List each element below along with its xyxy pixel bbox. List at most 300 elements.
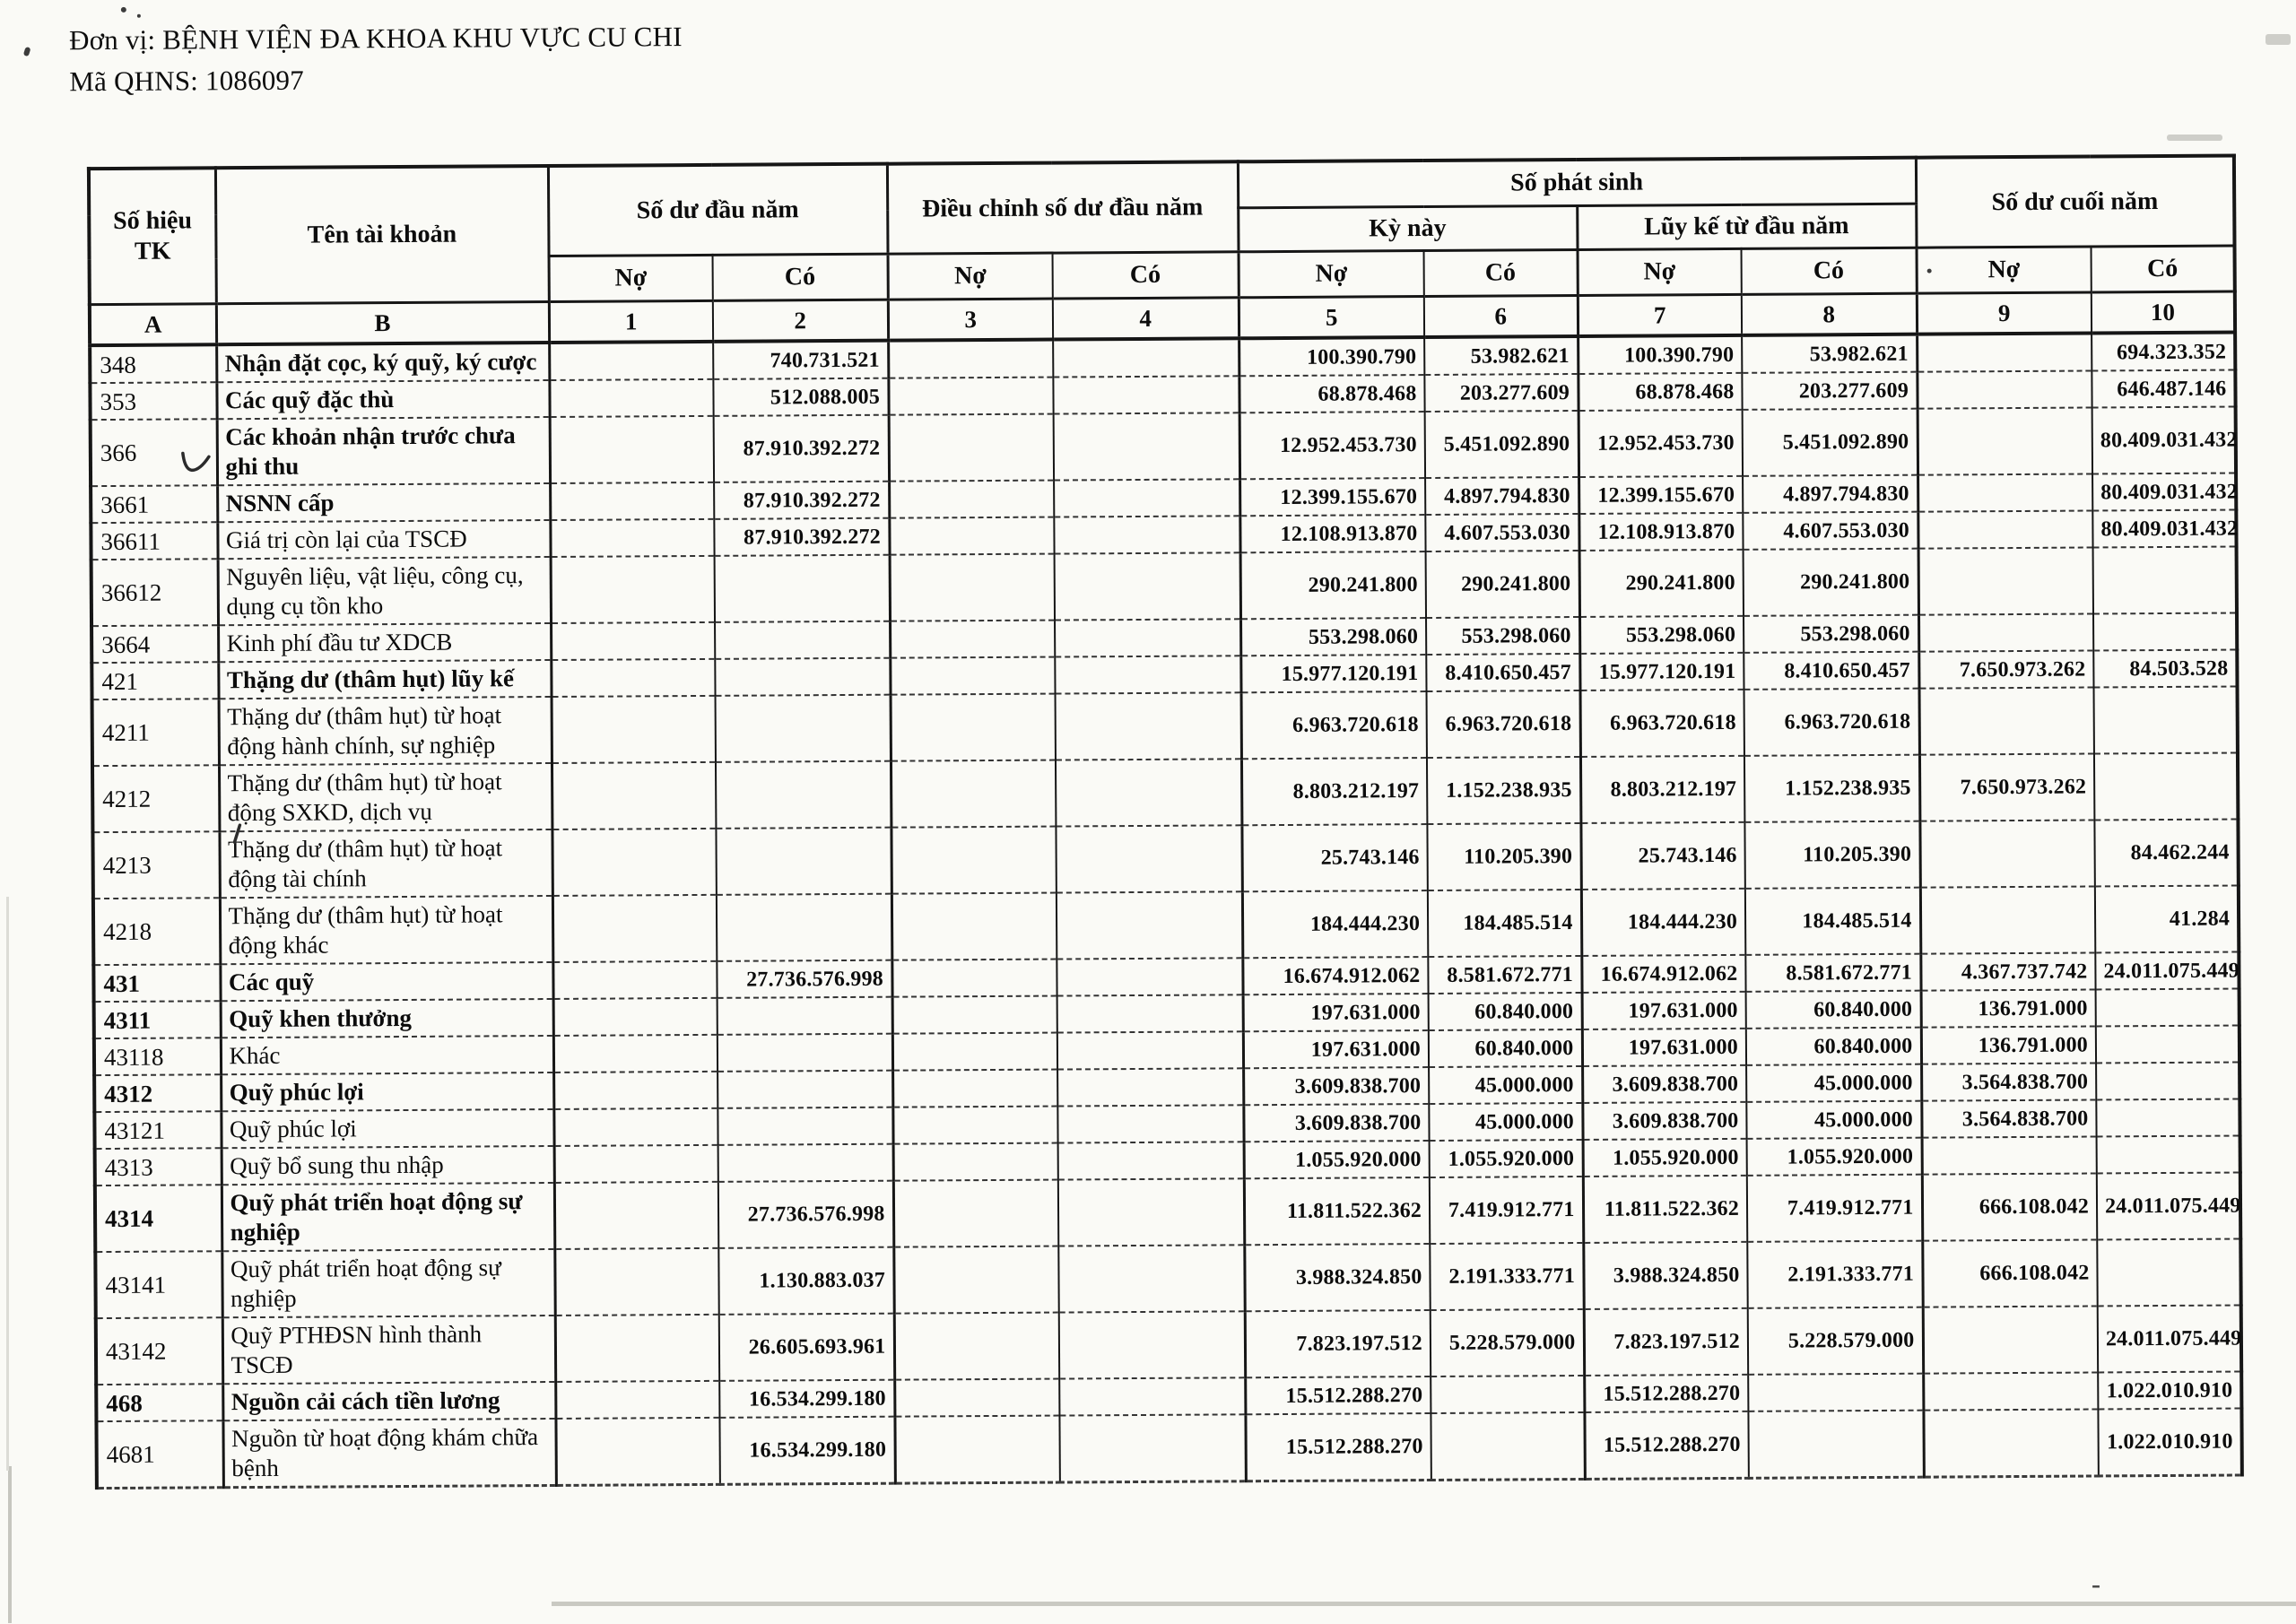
value-cell-col-4 [1058,1142,1244,1179]
value-cell-col-10: 41.284 [2095,886,2239,953]
header-arising: Số phát sinh [1238,158,1916,208]
value-cell-col-9 [1919,820,2094,887]
account-number-cell: 4681 [96,1420,222,1488]
value-cell-col-1 [550,416,714,483]
account-name-cell: Nguyên liệu, vật liệu, công cụ, dụng cụ tồn kho [218,557,551,625]
value-cell-col-10 [2096,1099,2239,1136]
value-cell-col-1 [549,379,713,417]
value-cell-col-7: 3.609.838.700 [1582,1102,1746,1140]
value-cell-col-3 [890,657,1055,695]
value-cell-col-3 [889,517,1054,555]
account-name-cell: Quỹ bổ sung thu nhập [222,1146,554,1185]
value-cell-col-4 [1057,1105,1243,1142]
account-name-cell: Nguồn cải cách tiền lương [222,1382,555,1420]
value-cell-col-6: 1.055.920.000 [1430,1140,1583,1177]
index-col-a: A [90,304,216,345]
value-cell-col-4 [1053,376,1239,413]
account-number-cell: 421 [91,662,218,699]
account-number-cell: 366 [91,419,217,486]
value-cell-col-9 [1918,613,2093,651]
index-col-8: 8 [1742,293,1917,335]
account-name-cell: Các khoản nhận trước chưa ghi thu [217,417,550,485]
value-cell-col-1 [554,1182,718,1249]
value-cell-col-10: 80.409.031.432 [2092,407,2236,474]
value-cell-col-2: 1.130.883.037 [718,1247,893,1315]
value-cell-col-7: 12.108.913.870 [1578,513,1743,551]
account-number-cell: 36612 [91,559,218,626]
value-cell-col-9: 3.564.838.700 [1921,1063,2096,1100]
value-cell-col-6: 8.410.650.457 [1426,654,1579,691]
value-cell-col-1 [552,696,716,763]
value-cell-col-7: 290.241.800 [1579,550,1744,617]
value-cell-col-2: 87.910.392.272 [714,518,889,556]
value-cell-col-7: 8.803.212.197 [1580,756,1744,823]
value-cell-col-3 [894,1379,1059,1417]
value-cell-col-3 [891,827,1056,894]
value-cell-col-9: 7.650.973.262 [1918,650,2093,688]
value-cell-col-1 [555,1315,719,1382]
value-cell-col-5: 68.878.468 [1239,375,1424,413]
value-cell-col-2 [716,761,891,829]
header-adjustment: Điều chỉnh số dư đầu năm [887,161,1239,254]
value-cell-col-4 [1057,1068,1243,1106]
account-number-cell: 43121 [94,1111,221,1149]
value-cell-col-9 [1917,370,2092,408]
value-cell-col-4 [1056,825,1241,892]
value-cell-col-1 [554,1248,718,1316]
value-cell-col-10 [2096,1062,2239,1099]
value-cell-col-9: 136.791.000 [1921,989,2096,1027]
account-number-cell: 348 [90,344,216,383]
header-account-name: Tên tài khoản [215,166,549,304]
ink-speck [23,47,31,56]
value-cell-col-9 [1923,1409,2098,1477]
value-cell-col-6: 1.152.238.935 [1427,757,1580,824]
value-cell-col-2 [715,621,890,659]
account-name-cell: Quỹ phúc lợi [221,1073,553,1111]
value-cell-col-9 [1918,473,2092,511]
value-cell-col-7: 7.823.197.512 [1584,1308,1748,1376]
value-cell-col-4 [1059,1311,1245,1378]
value-cell-col-8: 184.485.514 [1745,888,1920,955]
value-cell-col-1 [552,829,716,896]
header-debit-3: Nợ [1239,251,1424,298]
value-cell-col-2: 87.910.392.272 [714,482,889,519]
header-opening-balance: Số dư đầu năm [548,164,888,256]
value-cell-col-1 [553,1072,718,1109]
value-cell-col-8: 7.419.912.771 [1747,1175,1922,1242]
value-cell-col-5: 197.631.000 [1243,994,1429,1031]
value-cell-col-10: 80.409.031.432 [2092,473,2236,511]
value-cell-col-1 [551,622,715,660]
header-credit-2: Có [1053,252,1239,299]
value-cell-col-1 [552,762,716,829]
value-cell-col-6: 2.191.333.771 [1430,1243,1583,1310]
value-cell-col-5: 12.952.453.730 [1239,412,1425,479]
ink-speck [121,7,126,13]
value-cell-col-2 [715,555,890,622]
index-col-4: 4 [1053,298,1239,340]
value-cell-col-10: 24.011.075.449 [2095,952,2239,990]
value-cell-col-6: 45.000.000 [1429,1103,1582,1141]
value-cell-col-5: 100.390.790 [1239,337,1424,376]
header-debit-5: Nợ [1917,247,2092,293]
value-cell-col-3 [892,1070,1057,1107]
value-cell-col-4 [1055,656,1240,693]
account-name-cell: Các quỹ [220,962,552,1001]
value-cell-col-4 [1055,552,1240,620]
index-col-2: 2 [713,300,888,342]
value-cell-col-5: 15.512.288.270 [1245,1376,1431,1414]
value-cell-col-3 [893,1180,1058,1247]
account-name-cell: Nguồn từ hoạt động khám chữa bệnh [222,1419,555,1488]
value-cell-col-1 [550,482,714,520]
value-cell-col-7: 11.811.522.362 [1583,1176,1747,1243]
account-number-cell: 43142 [96,1317,222,1385]
value-cell-col-7: 6.963.720.618 [1580,690,1744,757]
value-cell-col-4 [1056,759,1241,826]
value-cell-col-5: 3.609.838.700 [1243,1104,1429,1142]
value-cell-col-4 [1057,958,1242,995]
account-number-cell: 468 [96,1384,222,1421]
value-cell-col-1 [555,1418,719,1486]
unit-line: Đơn vị: BỆNH VIỆN ĐA KHOA KHU VỰC CU CHI [68,21,683,56]
value-cell-col-7: 553.298.060 [1579,616,1744,654]
value-cell-col-3 [891,694,1056,761]
header-closing-balance: Số dư cuối năm [1916,156,2235,248]
value-cell-col-4 [1057,994,1243,1032]
index-col-7: 7 [1578,294,1742,336]
value-cell-col-8: 5.228.579.000 [1748,1307,1923,1375]
value-cell-col-6: 6.963.720.618 [1427,690,1580,758]
value-cell-col-8: 4.897.794.830 [1743,475,1918,513]
value-cell-col-3 [891,893,1057,960]
value-cell-col-2 [718,997,892,1035]
value-cell-col-4 [1054,413,1239,480]
account-number-cell: 43118 [94,1038,221,1075]
value-cell-col-3 [894,1313,1059,1380]
value-cell-col-5: 8.803.212.197 [1241,758,1427,825]
value-cell-col-9 [1918,407,2092,474]
value-cell-col-10 [2097,1135,2240,1173]
value-cell-col-2 [716,695,891,762]
value-cell-col-6: 60.840.000 [1429,993,1582,1030]
index-col-9: 9 [1917,292,2092,334]
value-cell-col-8: 1.055.920.000 [1747,1138,1922,1176]
value-cell-col-6: 5.228.579.000 [1431,1309,1584,1376]
value-cell-col-3 [888,340,1053,378]
index-col-6: 6 [1424,295,1578,337]
value-cell-col-4 [1056,692,1241,760]
value-cell-col-5: 6.963.720.618 [1241,691,1427,759]
value-cell-col-5: 553.298.060 [1240,618,1426,656]
value-cell-col-5: 184.444.230 [1242,890,1428,958]
value-cell-col-6 [1431,1376,1584,1413]
value-cell-col-8: 60.840.000 [1746,991,1921,1029]
value-cell-col-10: 84.462.244 [2094,820,2238,887]
account-number-cell: 4312 [94,1074,221,1112]
value-cell-col-10 [2097,1238,2240,1306]
value-cell-col-1 [553,1035,718,1073]
value-cell-col-8: 45.000.000 [1746,1101,1921,1139]
value-cell-col-7: 15.977.120.191 [1579,653,1744,690]
value-cell-col-5: 7.823.197.512 [1245,1310,1431,1377]
value-cell-col-2 [717,894,891,961]
account-number-cell: 4311 [94,1001,221,1038]
value-cell-col-5: 16.674.912.062 [1242,957,1428,994]
value-cell-col-2: 87.910.392.272 [714,415,889,482]
value-cell-col-4 [1059,1377,1245,1415]
account-balance-table [87,154,2244,1490]
value-cell-col-3 [890,621,1055,658]
value-cell-col-8: 6.963.720.618 [1744,689,1919,756]
value-cell-col-8: 8.581.672.771 [1745,954,1920,992]
value-cell-col-6: 184.485.514 [1428,890,1581,957]
value-cell-col-6: 7.419.912.771 [1430,1177,1583,1244]
value-cell-col-6: 5.451.092.890 [1425,411,1578,478]
value-cell-col-7: 197.631.000 [1582,992,1746,1029]
value-cell-col-7: 197.631.000 [1582,1029,1746,1066]
value-cell-col-7: 184.444.230 [1581,889,1745,956]
index-col-1: 1 [549,300,713,343]
value-cell-col-2: 26.605.693.961 [719,1314,894,1381]
value-cell-col-5: 11.811.522.362 [1244,1177,1430,1245]
value-cell-col-8 [1748,1374,1923,1411]
value-cell-col-3 [891,760,1056,828]
value-cell-col-8: 1.152.238.935 [1744,755,1919,822]
index-col-5: 5 [1239,297,1424,339]
value-cell-col-5: 12.108.913.870 [1239,515,1425,552]
value-cell-col-3 [892,1033,1057,1071]
header-debit-1: Nợ [549,255,713,301]
account-number-cell: 3664 [91,625,218,663]
value-cell-col-10 [2093,547,2237,614]
account-number-cell: 43141 [95,1251,222,1318]
value-cell-col-4 [1058,1178,1244,1246]
value-cell-col-3 [891,960,1057,997]
value-cell-col-1 [554,1145,718,1183]
value-cell-col-10: 1.022.010.910 [2098,1408,2241,1475]
account-number-cell: 4211 [92,699,219,766]
account-name-cell: Quỹ phúc lợi [221,1109,553,1148]
value-cell-col-3 [894,1416,1059,1484]
value-cell-col-10: 646.487.146 [2092,370,2235,408]
value-cell-col-6: 553.298.060 [1426,617,1579,655]
header-credit-1: Có [713,254,888,300]
document-header [69,16,683,102]
value-cell-col-2: 16.534.299.180 [719,1380,894,1418]
value-cell-col-5: 25.743.146 [1241,824,1427,891]
account-number-cell: 4212 [92,765,219,832]
value-cell-col-5: 15.977.120.191 [1240,655,1426,692]
value-cell-col-8: 5.451.092.890 [1743,409,1918,476]
header-credit-3: Có [1424,249,1578,296]
value-cell-col-6 [1431,1412,1584,1481]
value-cell-col-8: 60.840.000 [1746,1028,1921,1065]
value-cell-col-6: 290.241.800 [1426,551,1579,618]
account-number-cell: 431 [93,964,220,1002]
value-cell-col-8: 110.205.390 [1744,821,1919,889]
value-cell-col-1 [549,342,713,380]
value-cell-col-8: 4.607.553.030 [1743,512,1918,550]
value-cell-col-2: 27.736.576.998 [718,1181,893,1248]
value-cell-col-9 [1917,333,2092,371]
pen-dash-mark: - [2092,1569,2100,1599]
account-name-cell: Thặng dư (thâm hụt) từ hoạt động khác [220,896,552,964]
ink-speck [137,14,141,18]
table-row-4681 [96,1408,2241,1488]
index-col-10: 10 [2092,291,2235,333]
value-cell-col-10 [2094,753,2238,821]
header-debit-4: Nợ [1578,248,1742,295]
value-cell-col-4 [1054,479,1239,517]
value-cell-col-5: 1.055.920.000 [1244,1141,1430,1178]
value-cell-col-9 [1919,687,2094,754]
value-cell-col-7: 15.512.288.270 [1584,1375,1748,1412]
value-cell-col-7: 25.743.146 [1580,822,1744,890]
value-cell-col-9: 7.650.973.262 [1919,753,2094,821]
value-cell-col-1 [552,961,717,999]
value-cell-col-2 [716,828,891,895]
value-cell-col-7: 68.878.468 [1578,373,1742,411]
value-cell-col-7: 16.674.912.062 [1581,955,1745,993]
value-cell-col-3 [892,996,1057,1034]
value-cell-col-10 [2094,687,2238,754]
value-cell-col-1 [551,659,715,697]
value-cell-col-4 [1057,891,1242,959]
account-number-cell: 4314 [95,1185,222,1252]
value-cell-col-5: 3.988.324.850 [1244,1244,1430,1311]
value-cell-col-8: 553.298.060 [1744,615,1918,653]
value-cell-col-7: 100.390.790 [1578,335,1742,374]
value-cell-col-2 [718,1107,892,1145]
account-rows [90,333,2242,1489]
value-cell-col-10: 24.011.075.449 [2098,1305,2241,1372]
value-cell-col-7: 3.988.324.850 [1583,1242,1747,1309]
value-cell-col-2 [718,1071,892,1108]
value-cell-col-3 [889,414,1054,482]
value-cell-col-5: 290.241.800 [1240,551,1426,619]
value-cell-col-4 [1058,1245,1244,1312]
value-cell-col-10: 694.323.352 [2092,333,2235,371]
account-number-cell: 353 [90,382,216,420]
account-name-cell: Kinh phí đầu tư XDCB [218,623,551,662]
value-cell-col-7: 1.055.920.000 [1583,1139,1747,1177]
value-cell-col-5: 15.512.288.270 [1245,1413,1431,1481]
value-cell-col-9 [1923,1306,2098,1373]
index-col-b: B [216,301,549,344]
header-this-period: Kỳ này [1238,205,1577,251]
value-cell-col-2 [718,1034,892,1072]
value-cell-col-2: 16.534.299.180 [719,1417,894,1485]
value-cell-col-4 [1055,619,1240,656]
value-cell-col-5: 12.399.155.670 [1239,478,1425,516]
account-name-cell: Quỹ khen thưởng [221,999,553,1038]
value-cell-col-3 [893,1143,1058,1181]
value-cell-col-9: 3.564.838.700 [1921,1099,2096,1137]
value-cell-col-8: 2.191.333.771 [1747,1241,1922,1308]
value-cell-col-9: 666.108.042 [1922,1173,2097,1240]
value-cell-col-10 [2093,613,2237,651]
value-cell-col-6: 203.277.609 [1424,374,1578,412]
value-cell-col-9 [1923,1372,2098,1410]
value-cell-col-6: 60.840.000 [1429,1029,1582,1067]
value-cell-col-1 [555,1381,719,1419]
value-cell-col-4 [1054,516,1239,553]
value-cell-col-10 [2096,1025,2239,1063]
value-cell-col-3 [890,554,1055,621]
account-name-cell: Thặng dư (thâm hụt) từ hoạt động SXKD, dịch vụ [219,763,552,831]
value-cell-col-9 [1918,547,2093,614]
account-name-cell: Các quỹ đặc thù [216,380,549,419]
value-cell-col-6: 4.607.553.030 [1425,514,1578,551]
account-name-cell: Thặng dư (thâm hụt) từ hoạt động hành chính, sự nghiệp [219,697,552,765]
value-cell-col-3 [889,481,1054,518]
value-cell-col-2: 512.088.005 [713,378,888,416]
value-cell-col-9: 666.108.042 [1922,1239,2097,1307]
value-cell-col-9 [1918,510,2092,548]
value-cell-col-7: 12.399.155.670 [1578,476,1743,514]
value-cell-col-8: 53.982.621 [1742,334,1917,373]
value-cell-col-5: 3.609.838.700 [1243,1067,1429,1105]
value-cell-col-2: 740.731.521 [713,341,888,379]
table-header [89,156,2235,346]
account-name-cell: Quỹ PTHĐSN hình thành TSCĐ [222,1316,555,1384]
value-cell-col-8: 290.241.800 [1744,549,1918,616]
value-cell-col-4 [1059,1414,1245,1482]
header-debit-2: Nợ [888,253,1053,300]
account-name-cell: NSNN cấp [217,483,550,522]
value-cell-col-10: 24.011.075.449 [2097,1172,2240,1239]
value-cell-col-4 [1057,1031,1243,1069]
account-name-cell: Khác [221,1036,553,1074]
value-cell-col-8: 203.277.609 [1742,372,1917,410]
header-cumulative: Lũy kế từ đầu năm [1577,204,1916,249]
value-cell-col-3 [893,1246,1058,1314]
index-col-3: 3 [888,299,1053,341]
header-credit-5: Có [2091,246,2234,292]
account-name-cell: Quỹ phát triển hoạt động sự nghiệp [222,1249,554,1317]
value-cell-col-1 [550,519,714,557]
value-cell-col-1 [553,1108,718,1146]
value-cell-col-8: 45.000.000 [1746,1064,1921,1102]
account-number-cell: 4213 [92,831,219,899]
value-cell-col-6: 45.000.000 [1429,1066,1582,1104]
value-cell-col-9: 136.791.000 [1921,1026,2096,1064]
account-name-cell: Giá trị còn lại của TSCĐ [217,520,550,559]
value-cell-col-1 [552,895,717,962]
account-number-cell: 4218 [93,898,220,965]
value-cell-col-9 [1920,886,2095,953]
value-cell-col-6: 110.205.390 [1427,823,1580,890]
value-cell-col-3 [892,1107,1057,1144]
value-cell-col-10: 80.409.031.432 [2092,510,2236,548]
account-name-cell: Thặng dư (thâm hụt) từ hoạt động tài chính [219,829,552,898]
value-cell-col-8: 8.410.650.457 [1744,652,1918,690]
value-cell-col-6: 8.581.672.771 [1428,956,1581,994]
value-cell-col-1 [553,998,718,1036]
qhns-code-line: Mã QHNS: 1086097 [69,64,304,98]
account-name-cell: Thặng dư (thâm hụt) lũy kế [218,660,551,699]
value-cell-col-8 [1748,1411,1923,1479]
account-name-cell: Quỹ phát triển hoạt động sự nghiệp [222,1183,554,1251]
header-account-no: Số hiệu TK [89,168,216,304]
value-cell-col-7: 3.609.838.700 [1582,1065,1746,1103]
value-cell-col-2: 27.736.576.998 [717,960,891,998]
value-cell-col-10 [2096,988,2239,1026]
value-cell-col-7: 15.512.288.270 [1584,1411,1748,1480]
value-cell-col-5: 197.631.000 [1243,1030,1429,1068]
